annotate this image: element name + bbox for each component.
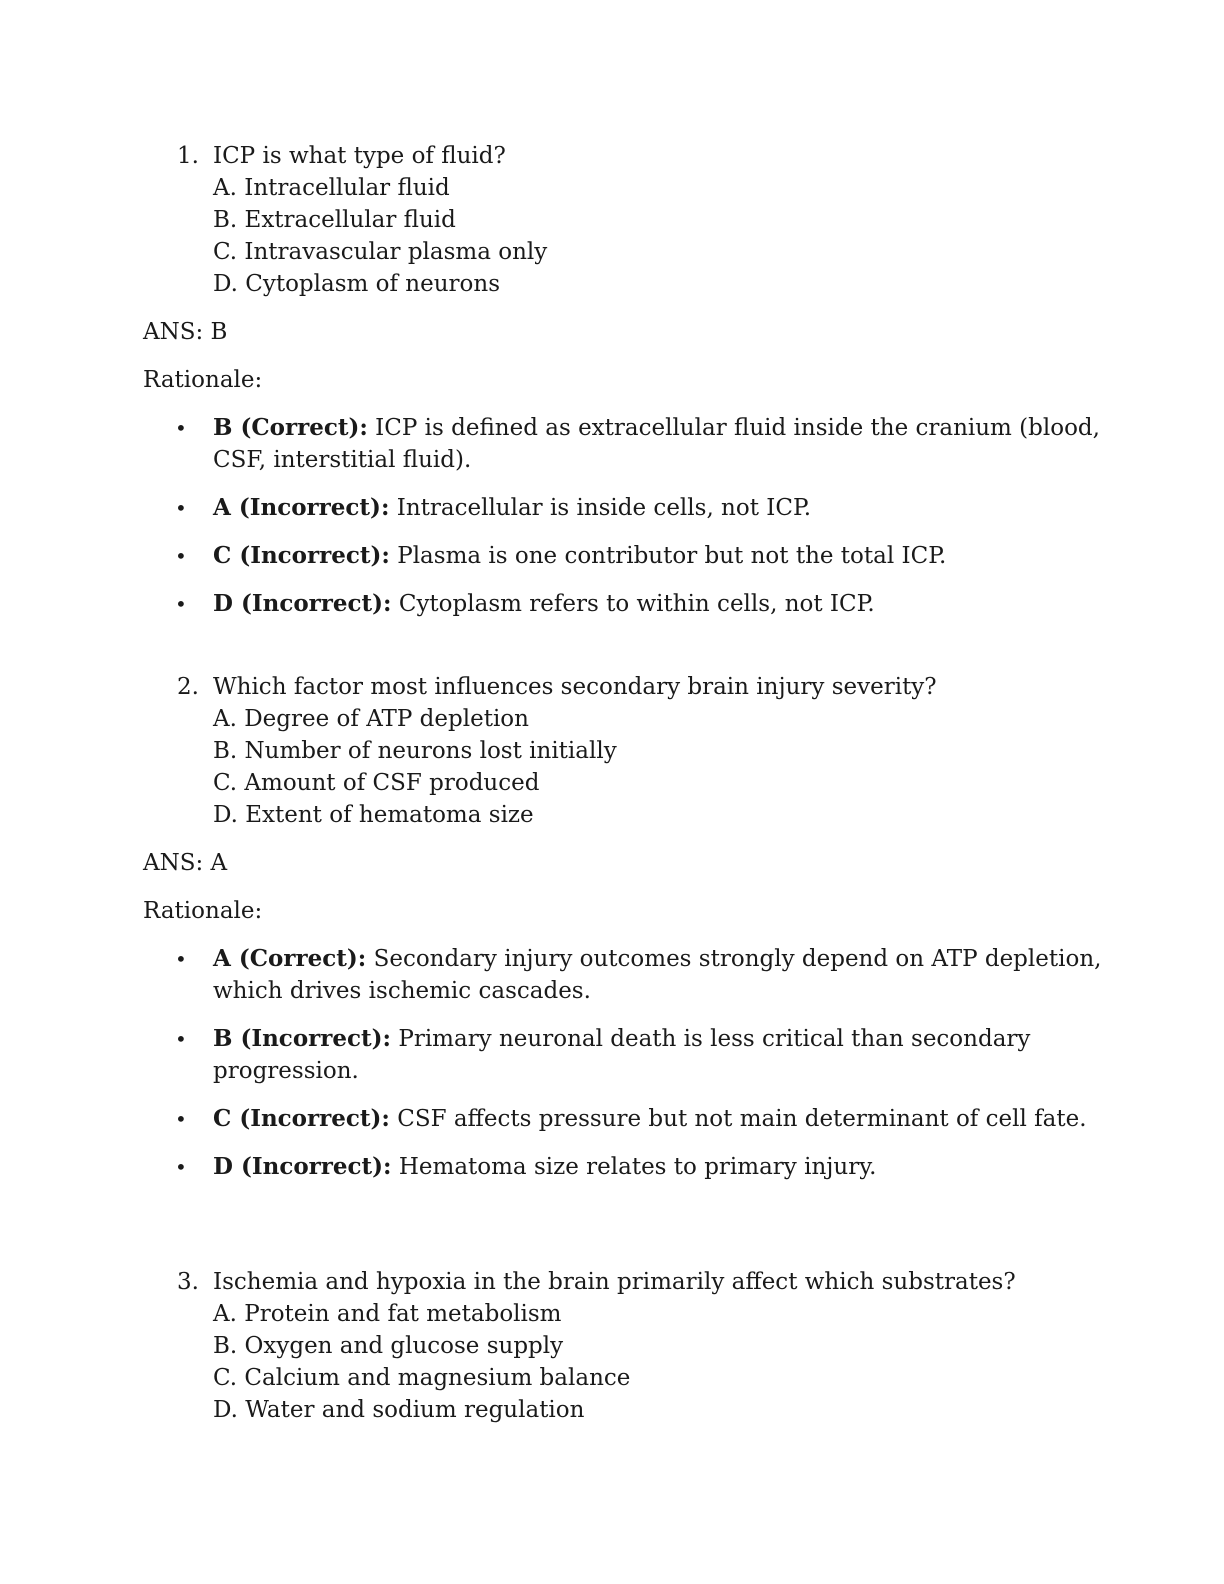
rationale-text: ICP is defined as extracellular fluid inside the cranium (blood, CSF, interstitial fluid). (213, 415, 1100, 473)
rationale-label: D (Incorrect): (213, 590, 392, 617)
options-list (143, 1298, 1103, 1426)
rationale-label: C (Incorrect): (213, 1105, 390, 1132)
rationale-item (143, 588, 1103, 620)
rationale-list (143, 943, 1103, 1183)
rationale-item (143, 1151, 1103, 1183)
rationale-label: D (Incorrect): (213, 1153, 392, 1180)
bullet-icon: • (175, 544, 187, 568)
rationale-item (143, 412, 1103, 476)
rationale-item (143, 1103, 1103, 1135)
rationale-text: Plasma is one contributor but not the total ICP. (389, 543, 947, 569)
option-d: D. Cytoplasm of neurons (213, 271, 501, 297)
rationale-label: B (Correct): (213, 414, 368, 441)
bullet-icon: • (175, 1107, 187, 1131)
rationale-label: C (Incorrect): (213, 542, 390, 569)
bullet-icon: • (175, 1155, 187, 1179)
rationale-heading: Rationale: (143, 898, 263, 924)
bullet-icon: • (175, 1027, 187, 1051)
option-d: D. Water and sodium regulation (213, 1397, 585, 1423)
rationale-item (143, 492, 1103, 524)
bullet-icon: • (175, 947, 187, 971)
rationale-item (143, 1023, 1103, 1087)
question-number: 1. (177, 143, 199, 169)
question-1 (143, 140, 1103, 643)
rationale-text: Secondary injury outcomes strongly depend on ATP depletion, which drives ischemic cascades. (213, 946, 1102, 1004)
rationale-item (143, 943, 1103, 1007)
option-b: B. Oxygen and glucose supply (213, 1333, 564, 1359)
option-b: B. Extracellular fluid (213, 207, 456, 233)
rationale-item (143, 540, 1103, 572)
option-d: D. Extent of hematoma size (213, 802, 534, 828)
question-stem (143, 671, 1103, 703)
question-number: 3. (177, 1269, 199, 1295)
bullet-icon: • (175, 592, 187, 616)
question-stem (143, 1266, 1103, 1298)
question-3 (143, 1266, 1103, 1426)
rationale-heading: Rationale: (143, 367, 263, 393)
answer-line: ANS: A (143, 850, 228, 876)
option-c: C. Amount of CSF produced (213, 770, 540, 796)
question-number: 2. (177, 674, 199, 700)
rationale-text: Hematoma size relates to primary injury. (391, 1154, 877, 1180)
rationale-text: Intracellular is inside cells, not ICP. (389, 495, 812, 521)
question-stem (143, 140, 1103, 172)
bullet-icon: • (175, 416, 187, 440)
question-text: Which factor most influences secondary brain injury severity? (213, 674, 937, 700)
rationale-text: Cytoplasm refers to within cells, not ICP. (391, 591, 875, 617)
option-a: A. Degree of ATP depletion (213, 706, 529, 732)
option-a: A. Intracellular fluid (213, 175, 450, 201)
question-text: ICP is what type of fluid? (213, 143, 506, 169)
option-b: B. Number of neurons lost initially (213, 738, 617, 764)
options-list (143, 172, 1103, 300)
rationale-label: B (Incorrect): (213, 1025, 392, 1052)
bullet-icon: • (175, 496, 187, 520)
option-c: C. Intravascular plasma only (213, 239, 548, 265)
question-2 (143, 671, 1103, 1206)
answer-line: ANS: B (143, 319, 228, 345)
option-c: C. Calcium and magnesium balance (213, 1365, 631, 1391)
option-a: A. Protein and fat metabolism (213, 1301, 562, 1327)
rationale-label: A (Incorrect): (213, 494, 390, 521)
rationale-label: A (Correct): (213, 945, 367, 972)
question-text: Ischemia and hypoxia in the brain primarily affect which substrates? (213, 1269, 1016, 1295)
rationale-text: Primary neuronal death is less critical than secondary progression. (213, 1026, 1031, 1084)
options-list (143, 703, 1103, 831)
rationale-list (143, 412, 1103, 620)
rationale-text: CSF affects pressure but not main determinant of cell fate. (389, 1106, 1087, 1132)
